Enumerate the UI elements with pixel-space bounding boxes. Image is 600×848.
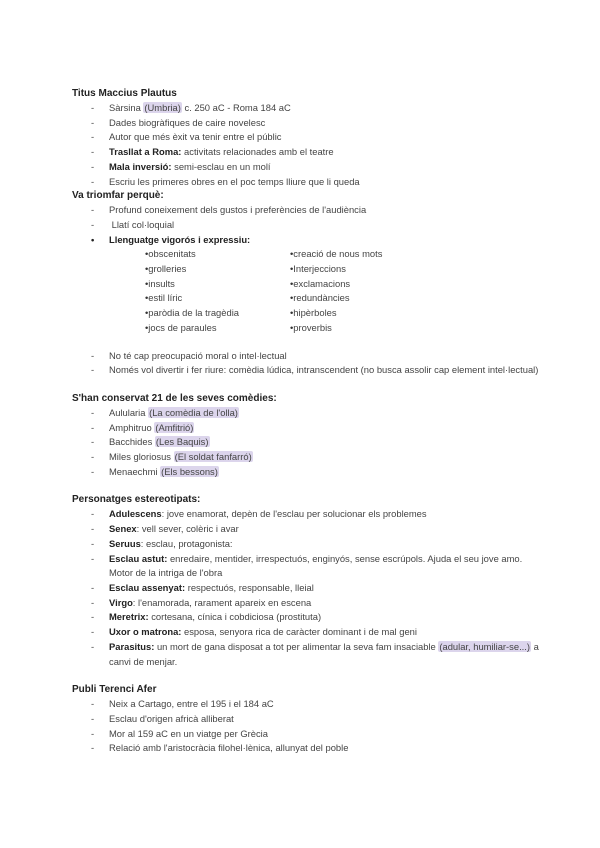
list-item — [72, 218, 542, 233]
list-item — [72, 435, 542, 450]
features-columns — [72, 247, 542, 335]
document-content — [72, 87, 542, 756]
list-item — [72, 610, 542, 625]
text-span: un mort de gana disposat a tot per alimentar la seva fam insaciable — [154, 640, 439, 652]
highlight: (Umbria) — [144, 102, 181, 113]
list-item — [72, 581, 542, 596]
feature-item: • estil líric — [145, 291, 290, 306]
bold-term: Virgo — [109, 596, 133, 608]
features-col-1 — [145, 247, 290, 335]
list-item: - Dades biogràfiques de caire novelesc — [72, 116, 542, 131]
list-item: - Només vol divertir i fer riure: comèdia lúdica, intranscendent (no busca assolir cap element intel·lectual) — [72, 363, 542, 378]
feature-item: • exclamacions — [290, 277, 435, 292]
list-triomf-2 — [72, 349, 542, 378]
comedy-title: Bacchides — [109, 436, 155, 448]
list-triomf — [72, 203, 542, 247]
bold-term: Meretrix: — [109, 611, 149, 623]
bold-term: Senex — [109, 523, 137, 535]
text-span: activitats relacionades amb el teatre — [181, 146, 334, 158]
spacer — [72, 336, 542, 349]
text-span: : esclau, protagonista: — [140, 537, 233, 549]
feature-item: • grolleries — [145, 262, 290, 277]
heading-personatges: Personatges estereotipats: — [72, 494, 201, 506]
feature-item: • proverbis — [290, 321, 435, 336]
comedy-title: Aulularia — [109, 406, 149, 418]
comedy-title: Menaechmi — [109, 465, 161, 477]
highlight: (La comèdia de l'olla) — [149, 406, 238, 418]
bold-term: Mala inversió: — [109, 160, 172, 172]
text-span: a canvi de menjar. — [109, 640, 539, 667]
list-item — [72, 465, 542, 480]
feature-item: • creació de nous mots — [290, 247, 435, 262]
text-span: c. 250 aC - Roma 184 aC — [181, 102, 291, 113]
feature-item: • jocs de paraules — [145, 321, 290, 336]
bold-term: Llenguatge vigorós i expressiu: — [109, 233, 251, 245]
highlight: (El soldat fanfarró) — [174, 451, 252, 463]
heading-triomf: Va triomfar perquè: — [72, 190, 164, 202]
text-span: : vell sever, colèric i avar — [136, 523, 239, 535]
list-item — [72, 233, 542, 248]
bold-term: Seruus — [109, 537, 141, 549]
text-span: esposa, senyora rica de caràcter dominant i de mal geni — [181, 626, 417, 638]
list-item: - Profund coneixement dels gustos i preferències de l'audiència — [72, 203, 542, 218]
features-col-2 — [290, 247, 435, 335]
text-span: enredaire, mentider, irrespectuós, enginyós, sense escrúpols. Ajuda el seu jove amo. Motor de la intriga de l'obra — [109, 552, 523, 579]
list-item: - Neix a Cartago, entre el 195 i el 184 aC — [72, 697, 542, 712]
text-span: cortesana, cínica i cobdiciosa (prostituta) — [148, 611, 322, 623]
list-item: - Relació amb l'aristocràcia filohel·lènica, allunyat del poble — [72, 741, 542, 756]
list-item — [72, 552, 542, 581]
feature-item: • Interjeccions — [290, 262, 435, 277]
bold-term: Esclau assenyat: — [109, 581, 186, 593]
bold-term: Parasitus: — [109, 640, 155, 652]
text-span: Llatí col·loquial — [111, 218, 175, 230]
list-terenci — [72, 697, 542, 756]
list-item — [72, 145, 542, 160]
list-item — [72, 537, 542, 552]
feature-item: • redundàncies — [290, 291, 435, 306]
list-item: - Autor que més èxit va tenir entre el públic — [72, 130, 542, 145]
list-item — [72, 160, 542, 175]
highlight: (Les Baquis) — [155, 436, 209, 448]
list-item — [72, 507, 542, 522]
text-span: : l'enamorada, rarament apareix en escena — [132, 596, 312, 608]
text-span: respectuós, responsable, lleial — [185, 581, 314, 593]
list-plautus — [72, 101, 542, 189]
bold-term: Uxor o matrona: — [109, 626, 182, 638]
feature-item: • paròdia de la tragèdia — [145, 306, 290, 321]
highlight: (Els bessons) — [161, 465, 218, 477]
text-span: Sàrsina — [109, 102, 144, 113]
bold-term: Esclau astut: — [109, 552, 168, 564]
bold-term: Adulescens — [109, 508, 162, 520]
heading-terenci: Publi Terenci Afer — [72, 684, 157, 696]
list-item — [72, 450, 542, 465]
comedy-title: Miles gloriosus — [109, 451, 174, 463]
list-item — [72, 421, 542, 436]
list-personatges — [72, 507, 542, 669]
heading-plautus: Titus Maccius Plautus — [72, 88, 177, 99]
comedy-title: Amphitruo — [109, 421, 155, 433]
list-item: - Esclau d'origen africà alliberat — [72, 712, 542, 727]
list-item — [72, 640, 542, 669]
list-item: - Mor al 159 aC en un viatge per Grècia — [72, 727, 542, 742]
text-span: semi-esclau en un molí — [171, 160, 271, 172]
list-item — [72, 406, 542, 421]
feature-item: • obscenitats — [145, 247, 290, 262]
bold-term: Trasllat a Roma: — [109, 146, 182, 158]
highlight: (adular, humiliar-se...) — [439, 640, 531, 652]
feature-item: • hipèrboles — [290, 306, 435, 321]
heading-comedies: S'han conservat 21 de les seves comèdies: — [72, 392, 277, 404]
text-span: : jove enamorat, depèn de l'esclau per solucionar els problemes — [161, 508, 427, 520]
feature-item: • insults — [145, 277, 290, 292]
list-item: - No té cap preocupació moral o intel·lectual — [72, 349, 542, 364]
highlight: (Amfitrió) — [155, 421, 194, 433]
list-item: - Escriu les primeres obres en el poc temps lliure que li queda — [72, 175, 542, 190]
list-item — [72, 625, 542, 640]
list-item — [72, 101, 542, 116]
list-item — [72, 596, 542, 611]
list-comedies — [72, 406, 542, 480]
list-item — [72, 522, 542, 537]
